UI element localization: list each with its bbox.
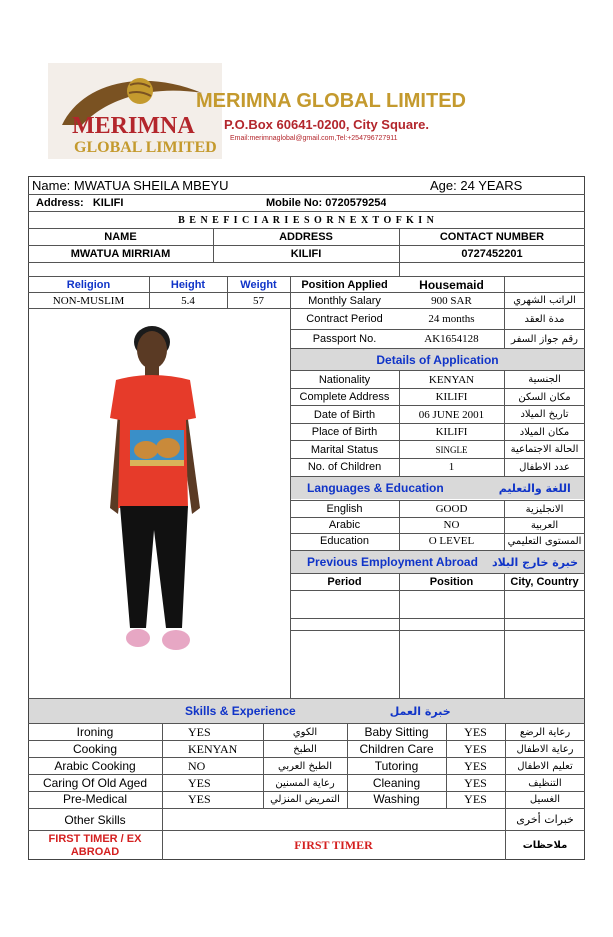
applicant-mobile: 0720579254 [325, 197, 387, 209]
application-value: SINGLE [435, 444, 468, 455]
beneficiary-contact-header: CONTACT NUMBER [439, 231, 545, 243]
weight-value: 57 [253, 294, 264, 307]
name-label: Name: [32, 178, 71, 193]
skill-value: YES [464, 775, 487, 790]
application-label: Nationality [318, 373, 371, 386]
language-value: GOOD [435, 503, 468, 515]
skill-value: YES [464, 758, 487, 773]
employment-title: Previous Employment Abroad [307, 555, 478, 569]
other-skills-label: Other Skills [64, 812, 126, 827]
skill-label: Pre-Medical [62, 792, 128, 806]
other-skills-arabic: خبرات أخرى [516, 813, 574, 826]
employment-city-header: City, Country [510, 576, 579, 588]
skills-title-row [29, 699, 584, 723]
applicant-photo [90, 318, 230, 666]
skills-title-arabic: خبرة العمل [389, 704, 451, 718]
language-label: Arabic [328, 519, 361, 531]
employment-title-row [291, 551, 584, 573]
skill-label: Arabic Cooking [54, 759, 136, 773]
name-row [32, 177, 229, 194]
languages-title-row [291, 477, 584, 499]
application-value: KILIFI [435, 391, 468, 403]
skill-arabic: رعاية الاطفال [516, 743, 574, 755]
application-label: Complete Address [299, 391, 390, 403]
skill-label: Ironing [76, 725, 114, 739]
skill-arabic: تعليم الاطفال [517, 760, 573, 772]
mobile-row [266, 195, 386, 211]
skill-label: Cleaning [372, 776, 421, 790]
salary-label: Monthly Salary [308, 294, 381, 307]
logo-bottom-text: GLOBAL LIMITED [74, 139, 217, 156]
application-arabic: مكان السكن [518, 391, 571, 403]
skill-value: YES [464, 741, 487, 756]
religion-value: NON-MUSLIM [52, 294, 125, 307]
skill-arabic: الطبخ العربي [278, 760, 332, 772]
skill-value: YES [464, 791, 487, 806]
skill-value: YES [188, 775, 211, 790]
weight-header: Weight [240, 278, 277, 291]
first-timer-label-text: FIRST TIMER / EX ABROAD [48, 832, 142, 858]
application-arabic: عدد الاطفال [519, 461, 570, 473]
application-label: Date of Birth [313, 408, 376, 421]
skill-value: YES [188, 724, 211, 739]
skill-value: YES [464, 724, 487, 739]
employment-period-header: Period [327, 576, 362, 588]
skill-arabic: الغسيل [529, 793, 561, 805]
position-applied-value: Housemaid [419, 277, 484, 292]
languages-title-arabic: اللغة والتعليم [498, 481, 571, 495]
salary-value: 900 SAR [431, 294, 472, 307]
language-arabic: العربية [530, 519, 559, 531]
company-name: MERIMNA GLOBAL LIMITED [196, 90, 466, 112]
company-contact: Email:merimnaglobal@gmail.com,Tel:+254796727911 [230, 135, 398, 142]
skill-label: Washing [373, 792, 420, 806]
applicant-name: MWATUA SHEILA MBEYU [73, 178, 229, 193]
passport-label: Passport No. [312, 333, 377, 345]
height-value: 5.4 [181, 294, 195, 307]
skill-label: Tutoring [374, 759, 419, 773]
first-timer-arabic: ملاحظات [522, 840, 568, 851]
beneficiary-contact: 0727452201 [461, 248, 523, 260]
address-row [36, 195, 123, 211]
company-address: P.O.Box 60641-0200, City Square. [224, 117, 429, 132]
applicant-address: KILIFI [92, 197, 124, 209]
application-value: KENYAN [428, 373, 475, 386]
position-applied-label: Position Applied [301, 278, 388, 291]
languages-title: Languages & Education [307, 481, 444, 495]
language-value: O LEVEL [428, 535, 475, 547]
beneficiary-name: MWATUA MIRRIAM [70, 248, 171, 260]
skill-arabic: رعاية المسنين [275, 777, 335, 789]
passport-value: AK1654128 [424, 333, 479, 345]
language-value: NO [443, 519, 460, 531]
person-photo-icon [90, 318, 230, 666]
skill-arabic: الطبخ [293, 743, 317, 755]
skill-label: Children Care [359, 742, 434, 756]
address-label: Address: [36, 197, 84, 209]
contract-value: 24 months [428, 313, 475, 325]
application-value: 1 [448, 461, 455, 473]
religion-header: Religion [66, 278, 111, 291]
first-timer-value: FIRST TIMER [294, 838, 373, 852]
application-arabic: مكان الميلاد [519, 426, 570, 438]
language-label: Education [320, 535, 369, 547]
beneficiary-name-header: NAME [104, 231, 137, 243]
employment-title-arabic: خبرة خارج البلاد [491, 555, 579, 569]
salary-arabic: الراتب الشهري [513, 295, 576, 306]
beneficiary-title: B E N E F I C I A R I E S O R N E X T O F K I N [178, 214, 435, 226]
employment-position-header: Position [429, 576, 474, 588]
age-row [430, 177, 522, 194]
skill-arabic: التمريض المنزلي [270, 793, 340, 805]
skills-title: Skills & Experience [185, 704, 296, 718]
beneficiary-address-header: ADDRESS [279, 231, 333, 243]
application-label: Place of Birth [311, 426, 378, 438]
application-value: KILIFI [435, 426, 468, 438]
skill-label: Cooking [72, 742, 118, 756]
details-application-title: Details of Application [291, 349, 584, 370]
skill-value: KENYAN [188, 741, 238, 756]
skill-value: YES [188, 791, 211, 806]
contract-label: Contract Period [306, 313, 383, 325]
mobile-label: Mobile No: [266, 197, 323, 209]
first-timer-label [28, 831, 162, 860]
application-arabic: الحالة الاجتماعية [510, 444, 579, 455]
language-arabic: المستوى التعليمي [507, 535, 582, 547]
application-value: 06 JUNE 2001 [418, 408, 485, 421]
skill-arabic: الكوي [292, 726, 318, 738]
application-label: No. of Children [307, 461, 382, 473]
language-label: English [326, 503, 363, 515]
contract-arabic: مدة العقد [524, 313, 565, 325]
skill-value: NO [188, 758, 206, 773]
application-arabic: تاريخ الميلاد [520, 409, 569, 420]
skill-label: Caring Of Old Aged [42, 776, 148, 790]
logo-top-text: MERIMNA [72, 113, 195, 139]
application-arabic: الجنسية [528, 374, 561, 385]
skill-arabic: رعاية الرضع [519, 726, 571, 738]
age-label: Age: [430, 178, 457, 193]
skill-label: Baby Sitting [364, 725, 429, 739]
beneficiary-address: KILIFI [290, 248, 322, 260]
applicant-age: 24 YEARS [460, 178, 523, 193]
height-header: Height [170, 278, 206, 291]
passport-arabic: رقم جواز السفر [511, 333, 578, 345]
application-label: Marital Status [310, 443, 379, 456]
language-arabic: الانجليزية [525, 503, 564, 515]
skill-arabic: التنظيف [528, 777, 562, 789]
